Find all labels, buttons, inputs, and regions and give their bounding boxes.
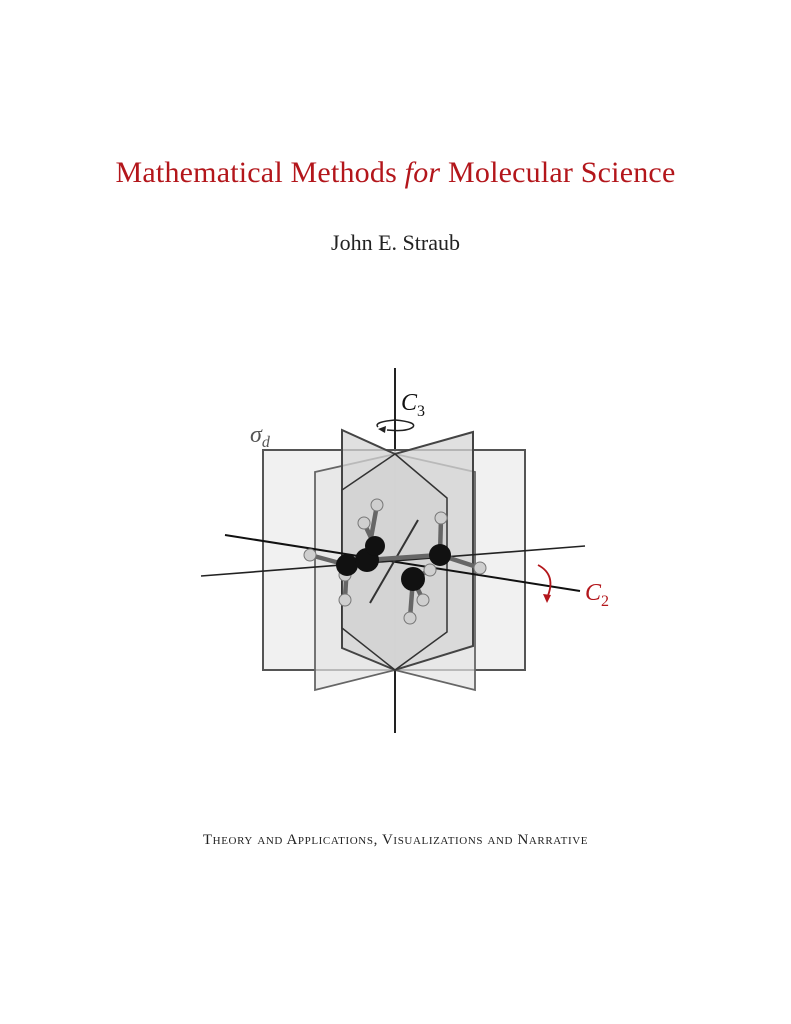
- title-part-1: Mathematical Methods: [115, 156, 405, 189]
- c3-label-letter: C: [401, 390, 418, 416]
- c3-label-subscript: 3: [417, 403, 426, 420]
- sigma-label-subscript: d: [261, 434, 270, 451]
- c2-label: [585, 580, 609, 610]
- ethane-symmetry-figure: [195, 360, 625, 740]
- title-italic-for: for: [404, 156, 441, 189]
- c2-arrow-head: [543, 594, 551, 603]
- sigma-label-letter: σ: [250, 422, 262, 448]
- book-title: [0, 156, 791, 190]
- c2-rotation-arrow: [538, 565, 550, 598]
- sigma-d-label: [250, 422, 271, 451]
- author-name: John E. Straub: [331, 230, 460, 255]
- c2-label-subscript: 2: [601, 593, 610, 610]
- c2-label-letter: C: [585, 580, 602, 606]
- title-part-2: Molecular Science: [440, 156, 676, 189]
- c3-arrow-head: [378, 426, 386, 433]
- book-subtitle: Theory and Applications, Visualizations and Narrative: [202, 832, 589, 848]
- c3-label: [401, 390, 425, 420]
